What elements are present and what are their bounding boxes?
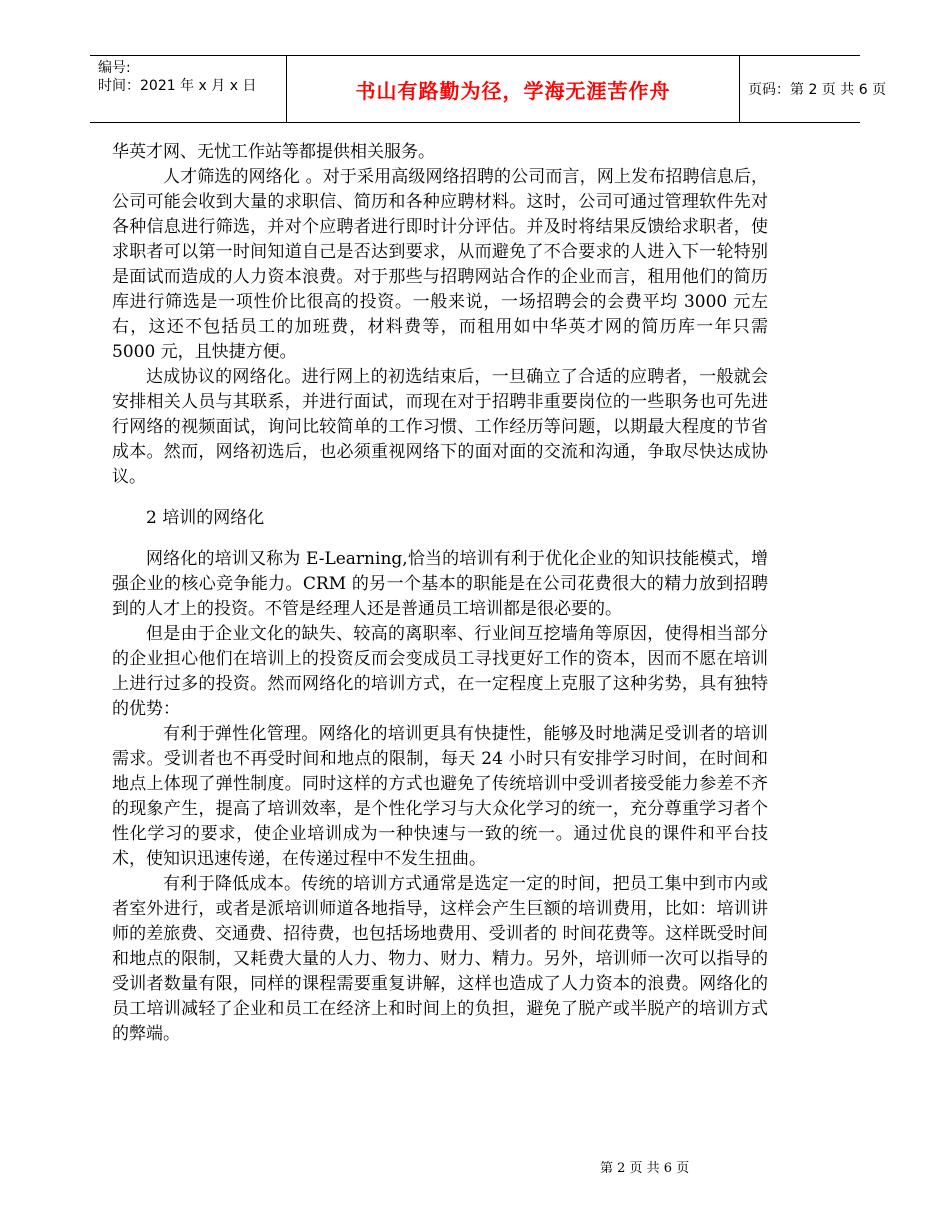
- paragraph-continuation: 华英才网、无忧工作站等都提供相关服务。: [112, 142, 435, 162]
- page-header: [90, 55, 887, 123]
- header-motto-cell: [286, 56, 740, 122]
- paragraph-flexible-management: 有利于弹性化管理。网络化的培训更具有快捷性，能够及时地满足受训者的培训需求。受训者也不再受时间和地点的限制，每天 24 小时只有安排学习时间，在时间和地点上体现了弹性制度。同时这样的方式也避免了传统培训中受训者接受能力参差不齐的现象产生，提高了培训效率，是个性化学习与大众化学习的统一，充分尊重学习者个性化学习的要求，使企业培训成为一种快速与一致的统一。通过优良的课件和平台技术，使知识迅速传递，在传递过程中不发生扭曲。: [112, 724, 768, 869]
- paragraph-culture: 但是由于企业文化的缺失、较高的离职率、行业间互挖墙角等原因，使得相当部分的企业担心他们在培训上的投资反而会变成员工寻找更好工作的资本，因而不愿在培训上进行过多的投资。然而网络化的培训方式，在一定程度上克服了这种劣势，具有独特的优势：: [112, 624, 768, 719]
- header-meta: [90, 56, 286, 122]
- page-footer: 第 2 页 共 6 页: [600, 1161, 690, 1176]
- motto: 书山有路勤为径，学海无涯苦作舟: [355, 78, 671, 103]
- section-heading: 2 培训的网络化: [146, 508, 265, 528]
- document-body: [112, 140, 768, 1047]
- paragraph-talent-screening: 人才筛选的网络化 。对于采用高级网络招聘的公司而言，网上发布招聘信息后，公司可能会收到大量的求职信、简历和各种应聘材料。这时，公司可通过管理软件先对各种信息进行筛选，并对个应聘者进行即时计分评估。并及时将结果反馈给求职者，使求职者可以第一时间知道自己是否达到要求，从而避免了不合要求的人进入下一轮特别是面试而造成的人力资本浪费。对于那些与招聘网站合作的企业而言，租用他们的简历库进行筛选是一项性价比很高的投资。一般来说，一场招聘会的会费平均 3000 元左右，这还不包括员工的加班费，材料费等，而租用如中华英才网的简历库一年只需 5000 元，且快捷方便。: [112, 167, 768, 362]
- document-time: 时间：2021 年 x 月 x 日: [98, 78, 257, 94]
- paragraph-cost-reduction: 有利于降低成本。传统的培训方式通常是选定一定的时间，把员工集中到市内或者室外进行，或者是派培训师道各地指导，这样会产生巨额的培训费用，比如：培训讲师的差旅费、交通费、招待费，也包括场地费用、受训者的 时间花费等。这样既受时间和地点的限制，又耗费大量的人力、物力、财力、精力。另外，培训师一次可以指导的受训者数量有限，同样的课程需要重复讲解，这样也造成了人力资本的浪费。网络化的员工培训减轻了企业和员工在经济上和时间上的负担，避免了脱产或半脱产的培训方式的弊端。: [112, 874, 768, 1044]
- header-page-cell: [739, 56, 887, 122]
- paragraph-agreement: 达成协议的网络化。进行网上的初选结束后，一旦确立了合适的应聘者，一般就会安排相关人员与其联系，并进行面试，而现在对于招聘非重要岗位的一些职务也可先进行网络的视频面试，询问比较简单的工作习惯、工作经历等问题，以期最大程度的节省成本。然而，网络初选后，也必须重视网络下的面对面的交流和沟通，争取尽快达成协议。: [112, 367, 768, 487]
- page-number: 页码：第 2 页 共 6 页: [748, 82, 887, 98]
- paragraph-elearning: 网络化的培训又称为 E-Learning,恰当的培训有利于优化企业的知识技能模式，增强企业的核心竞争能力。CRM 的另一个基本的职能是在公司花费很大的精力放到招聘到的人才上的投资。不管是经理人还是普通员工培训都是很必要的。: [112, 549, 768, 619]
- document-number-label: 编号:: [98, 60, 131, 76]
